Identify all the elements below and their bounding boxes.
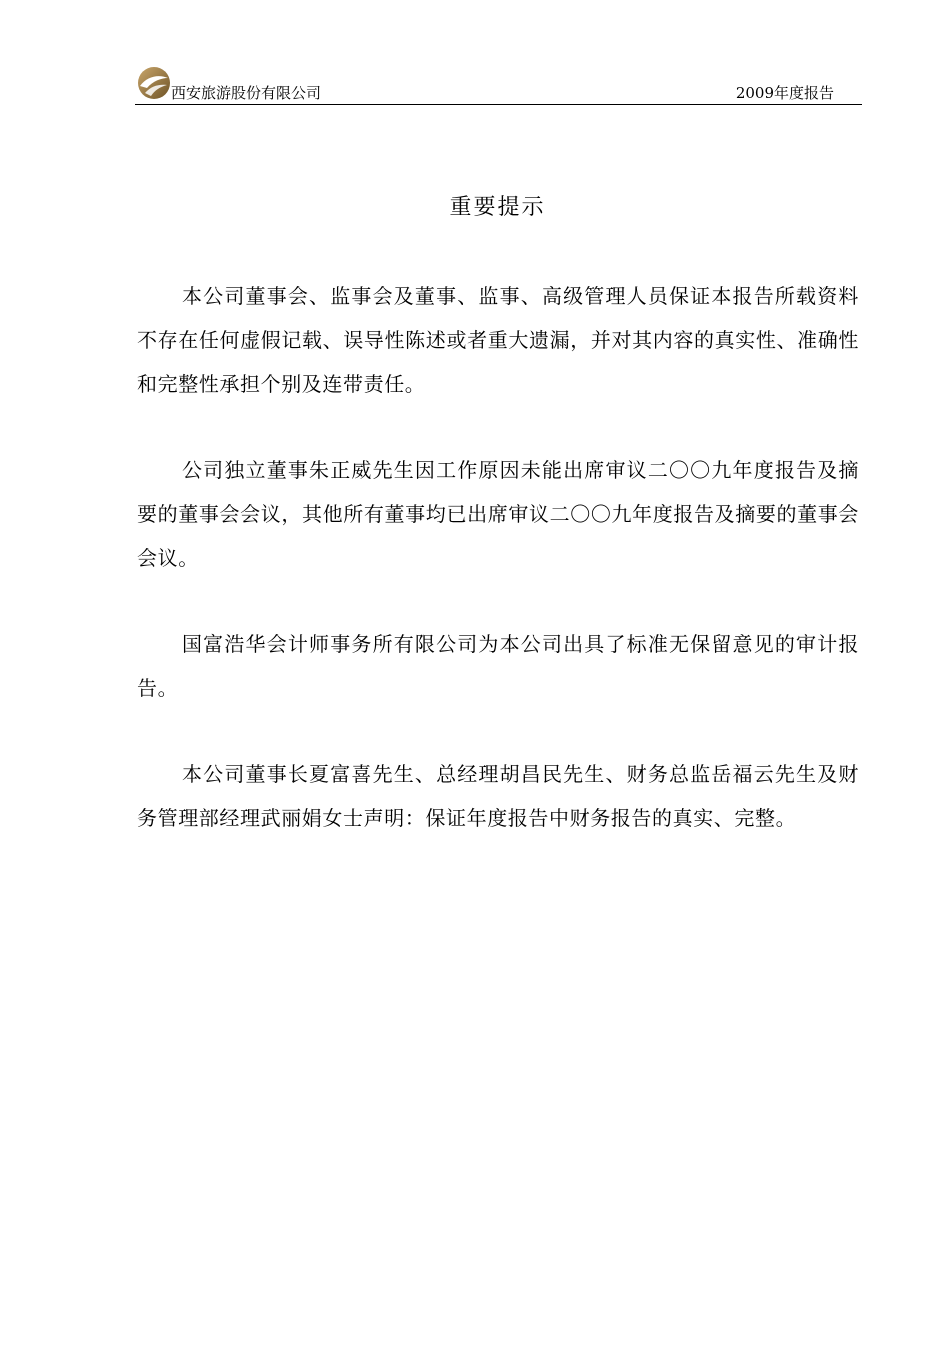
paragraph-board-attendance: 公司独立董事朱正威先生因工作原因未能出席审议二〇〇九年度报告及摘要的董事会会议，其他所有董事均已出席审议二〇〇九年度报告及摘要的董事会会议。: [137, 458, 859, 570]
paragraph-responsibility: 本公司董事会、监事会及董事、监事、高级管理人员保证本报告所载资料不存在任何虚假记载、误导性陈述或者重大遗漏，并对其内容的真实性、准确性和完整性承担个别及连带责任。: [137, 284, 859, 396]
page-header: [135, 62, 862, 106]
report-year: 2009年度报告: [735, 84, 834, 102]
company-name: 西安旅游股份有限公司: [171, 84, 322, 102]
company-logo-icon: [137, 66, 171, 100]
document-body: [137, 274, 859, 882]
paragraph-audit-opinion: 国富浩华会计师事务所有限公司为本公司出具了标准无保留意见的审计报告。: [137, 632, 859, 700]
paragraph-financial-statement: 本公司董事长夏富喜先生、总经理胡昌民先生、财务总监岳福云先生及财务管理部经理武丽娟女士声明：保证年度报告中财务报告的真实、完整。: [137, 762, 859, 830]
header-divider: [135, 104, 862, 105]
page-title: 重要提示: [449, 195, 546, 220]
